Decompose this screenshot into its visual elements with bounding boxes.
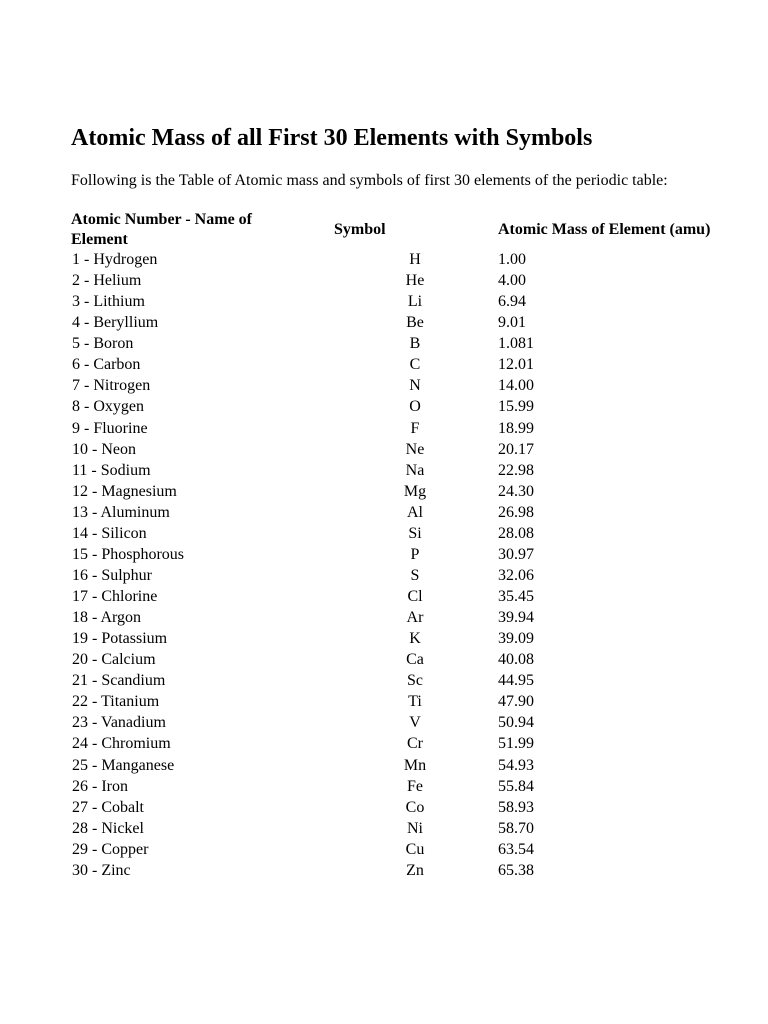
element-name-cell: 10 - Neon <box>72 440 136 458</box>
element-name-cell: 14 - Silicon <box>72 524 147 542</box>
element-name-cell: 25 - Manganese <box>72 756 175 774</box>
atomic-mass-cell: 63.54 <box>498 840 534 858</box>
table-row <box>0 460 768 481</box>
element-symbol-cell: Ca <box>406 651 424 669</box>
atomic-mass-cell: 47.90 <box>498 693 534 711</box>
atomic-mass-cell: 20.17 <box>498 440 534 458</box>
element-symbol-cell: Cl <box>407 588 423 605</box>
element-name-cell: 4 - Beryllium <box>72 314 159 332</box>
element-name-cell: 8 - Oxygen <box>72 398 144 416</box>
table-row <box>0 565 768 586</box>
element-name-cell: 26 - Iron <box>72 777 128 795</box>
table-row <box>0 291 768 312</box>
element-name-cell: 16 - Sulphur <box>72 566 152 584</box>
element-name-cell: 28 - Nickel <box>72 819 144 837</box>
table-row <box>0 628 768 649</box>
atomic-mass-cell: 18.99 <box>498 419 534 437</box>
page-title: Atomic Mass of all First 30 Elements with Symbols <box>71 125 593 151</box>
element-symbol-cell: Na <box>405 461 425 479</box>
element-symbol-cell: K <box>409 630 421 648</box>
element-symbol-cell: Cu <box>405 840 425 858</box>
element-symbol-cell: Sc <box>407 672 423 690</box>
element-symbol-cell: Ni <box>407 819 423 837</box>
element-symbol-cell: Zn <box>406 861 424 879</box>
element-symbol-cell: H <box>409 251 421 268</box>
table-row <box>0 396 768 417</box>
element-name-cell: 20 - Calcium <box>72 651 156 669</box>
atomic-mass-cell: 6.94 <box>498 293 526 311</box>
element-symbol-cell: Li <box>407 293 423 311</box>
element-name-cell: 19 - Potassium <box>72 630 168 648</box>
table-row <box>0 797 768 818</box>
element-symbol-cell: Mg <box>403 482 427 500</box>
table-row <box>0 523 768 544</box>
header-mass: Atomic Mass of Element (amu) <box>498 221 711 238</box>
atomic-mass-cell: 14.00 <box>498 377 534 395</box>
atomic-mass-cell: 24.30 <box>498 482 534 500</box>
table-row <box>0 481 768 502</box>
element-symbol-cell: N <box>409 377 421 395</box>
table-row <box>0 839 768 860</box>
element-name-cell: 23 - Vanadium <box>72 714 166 732</box>
element-symbol-cell: Al <box>407 503 423 521</box>
atomic-mass-cell: 40.08 <box>498 651 534 669</box>
element-name-cell: 12 - Magnesium <box>72 482 177 500</box>
atomic-mass-cell: 58.70 <box>498 819 534 837</box>
element-name-cell: 3 - Lithium <box>72 293 145 311</box>
element-symbol-cell: Mn <box>403 756 427 774</box>
element-symbol-cell: S <box>410 566 420 584</box>
header-symbol: Symbol <box>334 221 386 238</box>
element-name-cell: 29 - Copper <box>72 840 149 858</box>
element-symbol-cell: He <box>405 272 425 290</box>
intro-paragraph: Following is the Table of Atomic mass and symbols of first 30 elements of the periodic table: <box>71 172 668 189</box>
atomic-mass-cell: 12.01 <box>498 356 534 374</box>
table-row <box>0 607 768 628</box>
atomic-mass-cell: 26.98 <box>498 503 534 521</box>
table-row <box>0 860 768 881</box>
element-symbol-cell: Ne <box>405 440 425 458</box>
atomic-mass-cell: 15.99 <box>498 398 534 416</box>
atomic-mass-cell: 32.06 <box>498 566 534 584</box>
element-name-cell: 9 - Fluorine <box>72 419 148 437</box>
element-symbol-cell: Be <box>406 314 424 332</box>
table-row <box>0 502 768 523</box>
element-symbol-cell: Ar <box>406 609 424 627</box>
atomic-mass-cell: 28.08 <box>498 524 534 542</box>
atomic-mass-cell: 65.38 <box>498 861 534 879</box>
table-row <box>0 333 768 354</box>
element-name-cell: 13 - Aluminum <box>72 503 170 521</box>
atomic-mass-cell: 54.93 <box>498 756 534 774</box>
element-symbol-cell: Ti <box>408 693 422 711</box>
element-symbol-cell: B <box>409 335 421 353</box>
atomic-mass-cell: 44.95 <box>498 672 534 690</box>
atomic-mass-cell: 4.00 <box>498 272 526 290</box>
table-row <box>0 354 768 375</box>
table-row <box>0 270 768 291</box>
atomic-mass-cell: 30.97 <box>498 545 534 563</box>
element-symbol-cell: Fe <box>407 777 423 795</box>
table-row <box>0 544 768 565</box>
element-symbol-cell: P <box>410 545 420 563</box>
atomic-mass-cell: 22.98 <box>498 461 534 479</box>
element-name-cell: 18 - Argon <box>72 609 142 627</box>
atomic-mass-cell: 50.94 <box>498 714 534 732</box>
element-name-cell: 30 - Zinc <box>72 861 131 879</box>
element-name-cell: 5 - Boron <box>72 335 134 353</box>
table-row <box>0 439 768 460</box>
atomic-mass-cell: 39.94 <box>498 609 534 627</box>
table-row <box>0 818 768 839</box>
element-name-cell: 11 - Sodium <box>72 461 151 479</box>
element-symbol-cell: V <box>409 714 421 732</box>
element-symbol-cell: Co <box>405 798 425 816</box>
element-name-cell: 21 - Scandium <box>72 672 166 690</box>
table-row <box>0 776 768 797</box>
element-name-cell: 7 - Nitrogen <box>72 377 151 395</box>
element-name-cell: 27 - Cobalt <box>72 798 144 816</box>
table-row <box>0 249 768 270</box>
element-name-cell: 22 - Titanium <box>72 693 160 711</box>
table-row <box>0 312 768 333</box>
atomic-mass-cell: 39.09 <box>498 630 534 648</box>
header-name: Atomic Number - Name of Element <box>71 211 252 248</box>
element-name-cell: 2 - Helium <box>72 272 142 290</box>
table-row <box>0 733 768 754</box>
table-row <box>0 755 768 776</box>
atomic-mass-cell: 9.01 <box>498 314 526 332</box>
table-row <box>0 691 768 712</box>
element-name-cell: 6 - Carbon <box>72 356 141 374</box>
atomic-mass-cell: 58.93 <box>498 798 534 816</box>
element-name-cell: 15 - Phosphorous <box>72 545 185 563</box>
table-row <box>0 418 768 439</box>
table-row <box>0 375 768 396</box>
atomic-mass-cell: 1.00 <box>498 251 526 268</box>
table-row <box>0 670 768 691</box>
table-row <box>0 712 768 733</box>
element-name-cell: 1 - Hydrogen <box>72 251 158 268</box>
element-symbol-cell: Si <box>408 524 422 542</box>
element-name-cell: 17 - Chlorine <box>72 588 158 605</box>
element-symbol-cell: C <box>409 356 421 374</box>
element-name-cell: 24 - Chromium <box>72 735 171 753</box>
element-symbol-cell: F <box>410 419 420 437</box>
table-row <box>0 649 768 670</box>
table-body <box>0 249 768 881</box>
atomic-mass-cell: 55.84 <box>498 777 534 795</box>
atomic-mass-cell: 35.45 <box>498 588 534 605</box>
atomic-mass-cell: 51.99 <box>498 735 534 753</box>
atomic-mass-cell: 1.081 <box>498 335 534 353</box>
element-symbol-cell: O <box>409 398 421 416</box>
element-symbol-cell: Cr <box>407 735 423 753</box>
table-row <box>0 586 768 607</box>
